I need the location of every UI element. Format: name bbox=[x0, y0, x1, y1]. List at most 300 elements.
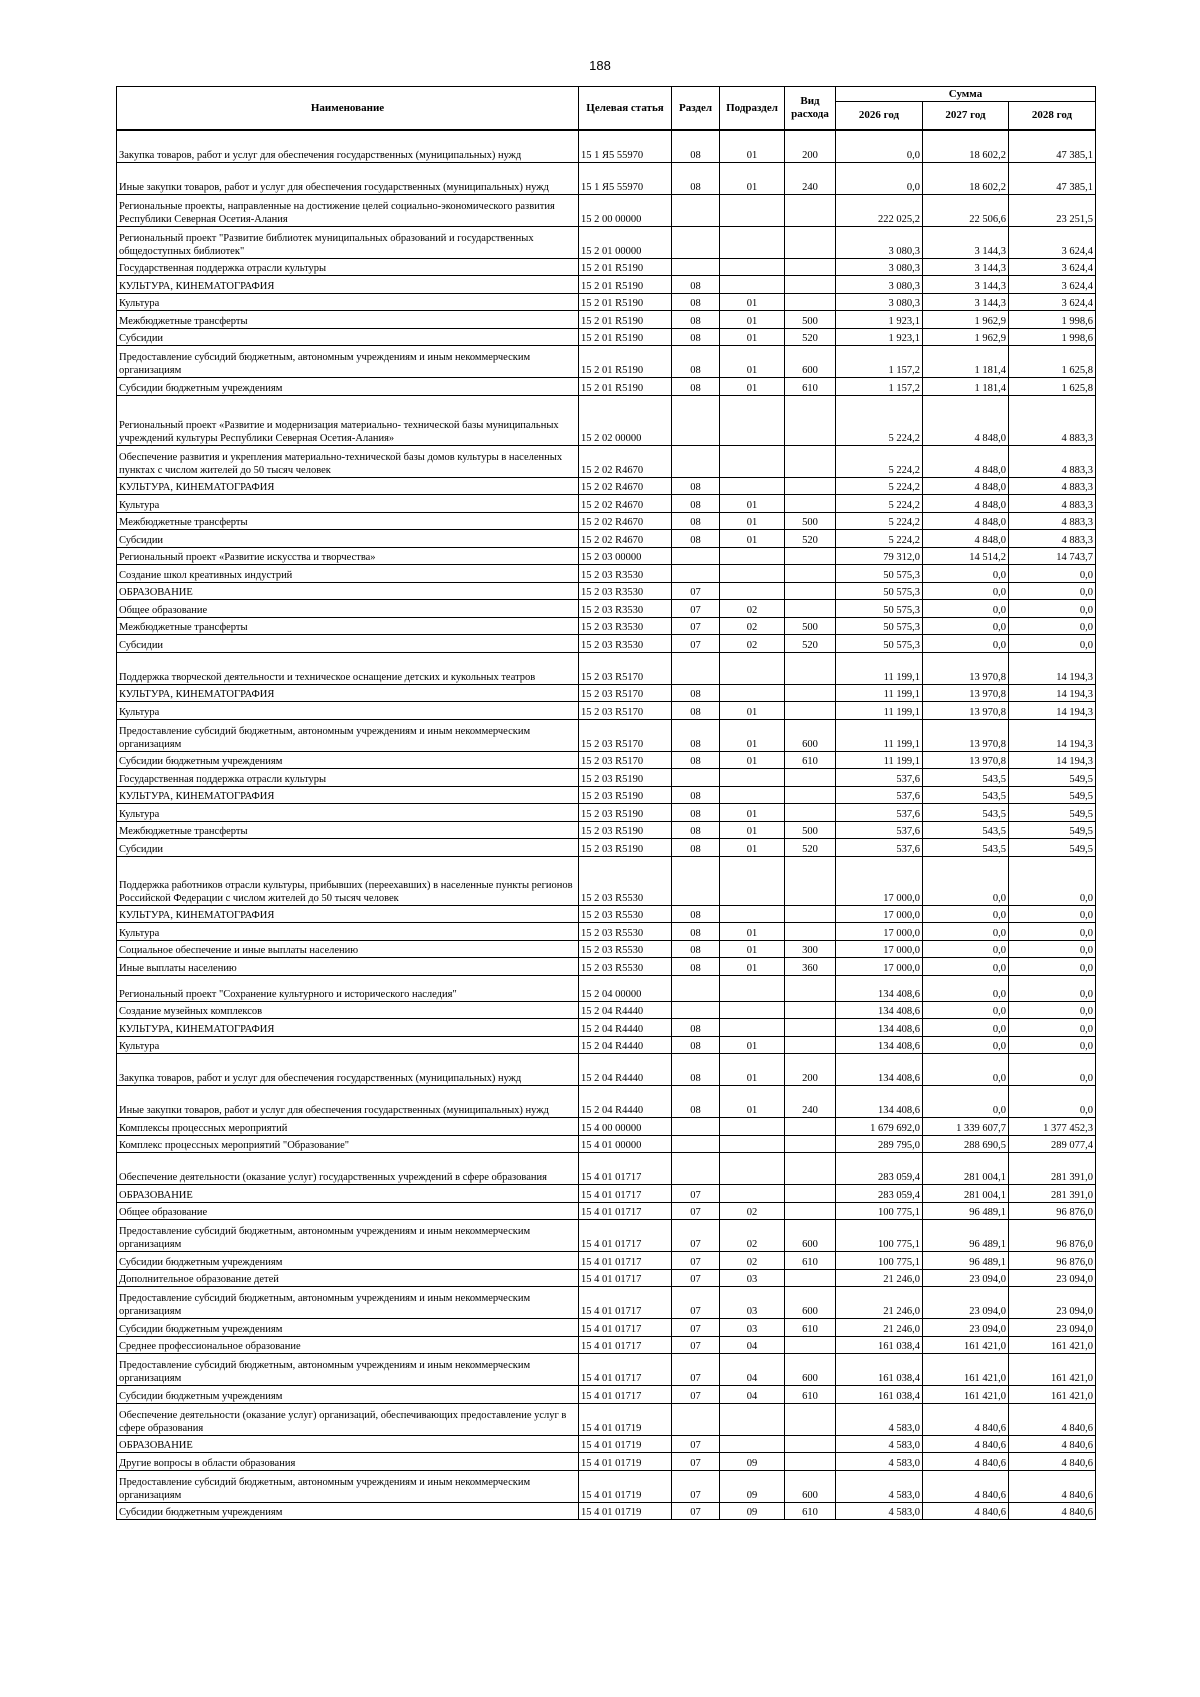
row-vid-rashoda bbox=[785, 1118, 836, 1136]
row-target-code: 15 2 01 R5190 bbox=[579, 328, 672, 346]
row-sum-2026: 4 583,0 bbox=[836, 1502, 923, 1520]
row-target-code: 15 2 03 00000 bbox=[579, 547, 672, 565]
row-sum-2026: 5 224,2 bbox=[836, 395, 923, 445]
table-row bbox=[117, 1185, 1096, 1203]
table-row bbox=[117, 162, 1096, 194]
row-target-code: 15 1 Я5 55970 bbox=[579, 162, 672, 194]
row-sum-2027: 23 094,0 bbox=[923, 1319, 1009, 1337]
row-podrazdel bbox=[720, 547, 785, 565]
row-sum-2027: 4 840,6 bbox=[923, 1403, 1009, 1435]
row-sum-2028: 1 625,8 bbox=[1009, 378, 1096, 396]
table-row bbox=[117, 856, 1096, 905]
row-razdel: 08 bbox=[672, 839, 720, 857]
row-target-code: 15 2 03 R5190 bbox=[579, 786, 672, 804]
row-sum-2028: 0,0 bbox=[1009, 923, 1096, 941]
row-target-code: 15 2 03 R5530 bbox=[579, 958, 672, 976]
row-podrazdel bbox=[720, 769, 785, 787]
row-name: Субсидии бюджетным учреждениям bbox=[117, 751, 579, 769]
row-sum-2026: 11 199,1 bbox=[836, 702, 923, 720]
row-vid-rashoda: 240 bbox=[785, 162, 836, 194]
row-sum-2027: 0,0 bbox=[923, 600, 1009, 618]
table-row bbox=[117, 194, 1096, 226]
row-podrazdel: 02 bbox=[720, 1252, 785, 1270]
row-name: Дополнительное образование детей bbox=[117, 1269, 579, 1287]
row-sum-2026: 17 000,0 bbox=[836, 923, 923, 941]
row-sum-2026: 11 199,1 bbox=[836, 652, 923, 684]
row-sum-2027: 281 004,1 bbox=[923, 1185, 1009, 1203]
row-vid-rashoda bbox=[785, 905, 836, 923]
row-sum-2027: 18 602,2 bbox=[923, 130, 1009, 162]
row-target-code: 15 2 03 R5530 bbox=[579, 856, 672, 905]
row-name: ОБРАЗОВАНИЕ bbox=[117, 1185, 579, 1203]
row-target-code: 15 2 03 R5170 bbox=[579, 751, 672, 769]
row-name: Общее образование bbox=[117, 600, 579, 618]
row-vid-rashoda: 520 bbox=[785, 530, 836, 548]
row-vid-rashoda bbox=[785, 1453, 836, 1471]
row-razdel bbox=[672, 652, 720, 684]
table-row bbox=[117, 512, 1096, 530]
row-sum-2027: 4 848,0 bbox=[923, 530, 1009, 548]
row-name: Предоставление субсидий бюджетным, автономным учреждениям и иным некоммерческим организациям bbox=[117, 719, 579, 751]
row-name: Создание музейных комплексов bbox=[117, 1001, 579, 1019]
row-sum-2027: 0,0 bbox=[923, 565, 1009, 583]
budget-table bbox=[116, 86, 1096, 1520]
row-vid-rashoda bbox=[785, 1269, 836, 1287]
row-target-code: 15 4 01 01717 bbox=[579, 1202, 672, 1220]
row-podrazdel: 01 bbox=[720, 346, 785, 378]
row-sum-2028: 4 840,6 bbox=[1009, 1453, 1096, 1471]
table-row bbox=[117, 821, 1096, 839]
row-target-code: 15 2 03 R5170 bbox=[579, 719, 672, 751]
row-name: Среднее профессиональное образование bbox=[117, 1336, 579, 1354]
row-target-code: 15 4 01 00000 bbox=[579, 1135, 672, 1153]
row-sum-2026: 100 775,1 bbox=[836, 1202, 923, 1220]
row-vid-rashoda: 360 bbox=[785, 958, 836, 976]
row-sum-2027: 23 094,0 bbox=[923, 1269, 1009, 1287]
page-number: 188 bbox=[589, 58, 611, 73]
row-name: КУЛЬТУРА, КИНЕМАТОГРАФИЯ bbox=[117, 786, 579, 804]
row-sum-2028: 96 876,0 bbox=[1009, 1202, 1096, 1220]
row-sum-2026: 17 000,0 bbox=[836, 940, 923, 958]
row-vid-rashoda bbox=[785, 1336, 836, 1354]
row-sum-2027: 0,0 bbox=[923, 940, 1009, 958]
table-body bbox=[117, 130, 1096, 1520]
row-name: Обеспечение деятельности (оказание услуг) организаций, обеспечивающих предоставление услуг в сфере образования bbox=[117, 1403, 579, 1435]
row-name: Государственная поддержка отрасли культуры bbox=[117, 769, 579, 787]
row-sum-2028: 0,0 bbox=[1009, 856, 1096, 905]
row-razdel: 07 bbox=[672, 1287, 720, 1319]
table-row bbox=[117, 1220, 1096, 1252]
row-podrazdel: 09 bbox=[720, 1502, 785, 1520]
row-razdel bbox=[672, 565, 720, 583]
row-sum-2027: 13 970,8 bbox=[923, 702, 1009, 720]
row-sum-2026: 537,6 bbox=[836, 821, 923, 839]
row-vid-rashoda bbox=[785, 923, 836, 941]
row-sum-2026: 134 408,6 bbox=[836, 1054, 923, 1086]
row-razdel: 08 bbox=[672, 702, 720, 720]
row-sum-2028: 14 743,7 bbox=[1009, 547, 1096, 565]
row-podrazdel: 01 bbox=[720, 495, 785, 513]
header-podrazdel: Подраздел bbox=[720, 87, 785, 131]
row-target-code: 15 2 04 R4440 bbox=[579, 1036, 672, 1054]
row-vid-rashoda bbox=[785, 1001, 836, 1019]
row-razdel: 07 bbox=[672, 582, 720, 600]
row-sum-2026: 283 059,4 bbox=[836, 1153, 923, 1185]
row-podrazdel bbox=[720, 565, 785, 583]
table-row bbox=[117, 769, 1096, 787]
header-year-2026: 2026 год bbox=[836, 102, 923, 131]
row-target-code: 15 4 01 01717 bbox=[579, 1153, 672, 1185]
row-target-code: 15 2 03 R5530 bbox=[579, 923, 672, 941]
row-sum-2026: 1 157,2 bbox=[836, 378, 923, 396]
row-name: Субсидии бюджетным учреждениям bbox=[117, 1502, 579, 1520]
table-row bbox=[117, 1470, 1096, 1502]
row-sum-2027: 161 421,0 bbox=[923, 1336, 1009, 1354]
row-razdel: 07 bbox=[672, 1453, 720, 1471]
row-vid-rashoda: 500 bbox=[785, 821, 836, 839]
row-sum-2026: 537,6 bbox=[836, 786, 923, 804]
row-podrazdel: 01 bbox=[720, 821, 785, 839]
row-name: Субсидии бюджетным учреждениям bbox=[117, 1319, 579, 1337]
row-podrazdel: 03 bbox=[720, 1269, 785, 1287]
row-sum-2028: 161 421,0 bbox=[1009, 1336, 1096, 1354]
row-vid-rashoda bbox=[785, 600, 836, 618]
row-razdel: 07 bbox=[672, 1336, 720, 1354]
row-sum-2028: 549,5 bbox=[1009, 804, 1096, 822]
row-target-code: 15 2 04 00000 bbox=[579, 975, 672, 1001]
row-name: Поддержка работников отрасли культуры, прибывших (переехавших) в населенные пункты регионов Российской Федерации с числом жителей до 50 тысяч человек bbox=[117, 856, 579, 905]
row-sum-2027: 18 602,2 bbox=[923, 162, 1009, 194]
row-target-code: 15 4 01 01717 bbox=[579, 1252, 672, 1270]
row-vid-rashoda bbox=[785, 276, 836, 294]
row-podrazdel: 01 bbox=[720, 1086, 785, 1118]
header-code: Целевая статья bbox=[579, 87, 672, 131]
row-name: Культура bbox=[117, 495, 579, 513]
row-razdel bbox=[672, 1135, 720, 1153]
table-row bbox=[117, 1202, 1096, 1220]
row-sum-2028: 549,5 bbox=[1009, 786, 1096, 804]
row-vid-rashoda bbox=[785, 495, 836, 513]
row-sum-2028: 23 094,0 bbox=[1009, 1269, 1096, 1287]
row-sum-2028: 281 391,0 bbox=[1009, 1185, 1096, 1203]
row-sum-2026: 4 583,0 bbox=[836, 1435, 923, 1453]
row-sum-2027: 543,5 bbox=[923, 821, 1009, 839]
table-row bbox=[117, 600, 1096, 618]
table-row bbox=[117, 378, 1096, 396]
row-sum-2026: 222 025,2 bbox=[836, 194, 923, 226]
row-name: ОБРАЗОВАНИЕ bbox=[117, 1435, 579, 1453]
row-podrazdel bbox=[720, 652, 785, 684]
row-sum-2026: 11 199,1 bbox=[836, 684, 923, 702]
row-vid-rashoda: 600 bbox=[785, 346, 836, 378]
row-sum-2026: 161 038,4 bbox=[836, 1354, 923, 1386]
row-razdel: 07 bbox=[672, 617, 720, 635]
row-sum-2028: 0,0 bbox=[1009, 1019, 1096, 1037]
row-razdel: 08 bbox=[672, 328, 720, 346]
row-name: Комплексы процессных мероприятий bbox=[117, 1118, 579, 1136]
row-sum-2028: 0,0 bbox=[1009, 905, 1096, 923]
row-vid-rashoda bbox=[785, 1036, 836, 1054]
row-sum-2027: 161 421,0 bbox=[923, 1386, 1009, 1404]
row-sum-2028: 14 194,3 bbox=[1009, 719, 1096, 751]
row-target-code: 15 2 01 00000 bbox=[579, 226, 672, 258]
row-name: Межбюджетные трансферты bbox=[117, 512, 579, 530]
row-sum-2027: 0,0 bbox=[923, 975, 1009, 1001]
row-vid-rashoda bbox=[785, 477, 836, 495]
table-row bbox=[117, 839, 1096, 857]
row-sum-2026: 50 575,3 bbox=[836, 582, 923, 600]
row-sum-2027: 3 144,3 bbox=[923, 276, 1009, 294]
row-name: Обеспечение деятельности (оказание услуг) государственных учреждений в сфере образования bbox=[117, 1153, 579, 1185]
row-sum-2027: 0,0 bbox=[923, 1086, 1009, 1118]
row-vid-rashoda bbox=[785, 786, 836, 804]
table-row bbox=[117, 293, 1096, 311]
table-row bbox=[117, 445, 1096, 477]
row-target-code: 15 2 03 R5530 bbox=[579, 940, 672, 958]
row-sum-2028: 3 624,4 bbox=[1009, 276, 1096, 294]
row-razdel: 08 bbox=[672, 786, 720, 804]
table-row bbox=[117, 276, 1096, 294]
row-name: Субсидии bbox=[117, 635, 579, 653]
row-vid-rashoda bbox=[785, 226, 836, 258]
row-vid-rashoda: 300 bbox=[785, 940, 836, 958]
row-sum-2028: 161 421,0 bbox=[1009, 1386, 1096, 1404]
row-sum-2027: 4 848,0 bbox=[923, 445, 1009, 477]
row-target-code: 15 4 01 01717 bbox=[579, 1269, 672, 1287]
row-podrazdel: 02 bbox=[720, 617, 785, 635]
row-vid-rashoda bbox=[785, 975, 836, 1001]
row-sum-2027: 4 840,6 bbox=[923, 1502, 1009, 1520]
row-sum-2027: 13 970,8 bbox=[923, 652, 1009, 684]
table-row bbox=[117, 328, 1096, 346]
table-row bbox=[117, 617, 1096, 635]
row-razdel: 07 bbox=[672, 1252, 720, 1270]
row-vid-rashoda: 600 bbox=[785, 1470, 836, 1502]
row-sum-2026: 1 157,2 bbox=[836, 346, 923, 378]
row-sum-2028: 3 624,4 bbox=[1009, 226, 1096, 258]
row-podrazdel bbox=[720, 1118, 785, 1136]
row-razdel: 07 bbox=[672, 1185, 720, 1203]
row-name: Иные закупки товаров, работ и услуг для обеспечения государственных (муниципальных) нужд bbox=[117, 162, 579, 194]
row-sum-2027: 4 840,6 bbox=[923, 1470, 1009, 1502]
row-vid-rashoda: 520 bbox=[785, 839, 836, 857]
row-target-code: 15 2 04 R4440 bbox=[579, 1001, 672, 1019]
row-sum-2026: 50 575,3 bbox=[836, 617, 923, 635]
row-sum-2028: 549,5 bbox=[1009, 769, 1096, 787]
row-sum-2028: 14 194,3 bbox=[1009, 684, 1096, 702]
row-sum-2028: 23 094,0 bbox=[1009, 1287, 1096, 1319]
row-vid-rashoda bbox=[785, 395, 836, 445]
row-razdel: 07 bbox=[672, 635, 720, 653]
table-row bbox=[117, 565, 1096, 583]
row-sum-2028: 3 624,4 bbox=[1009, 258, 1096, 276]
row-sum-2028: 3 624,4 bbox=[1009, 293, 1096, 311]
table-row bbox=[117, 1287, 1096, 1319]
row-podrazdel: 01 bbox=[720, 293, 785, 311]
row-name: Культура bbox=[117, 1036, 579, 1054]
row-sum-2026: 17 000,0 bbox=[836, 905, 923, 923]
row-sum-2026: 1 923,1 bbox=[836, 311, 923, 329]
row-sum-2027: 4 848,0 bbox=[923, 395, 1009, 445]
row-name: Закупка товаров, работ и услуг для обеспечения государственных (муниципальных) нужд bbox=[117, 1054, 579, 1086]
row-target-code: 15 4 01 01719 bbox=[579, 1435, 672, 1453]
row-target-code: 15 2 02 R4670 bbox=[579, 530, 672, 548]
header-vid: Вид расхода bbox=[785, 87, 836, 131]
row-razdel: 08 bbox=[672, 276, 720, 294]
row-target-code: 15 2 02 00000 bbox=[579, 395, 672, 445]
row-podrazdel bbox=[720, 1135, 785, 1153]
row-podrazdel bbox=[720, 395, 785, 445]
row-name: Создание школ креативных индустрий bbox=[117, 565, 579, 583]
row-target-code: 15 2 02 R4670 bbox=[579, 512, 672, 530]
row-podrazdel bbox=[720, 194, 785, 226]
row-vid-rashoda bbox=[785, 194, 836, 226]
row-vid-rashoda bbox=[785, 702, 836, 720]
row-name: КУЛЬТУРА, КИНЕМАТОГРАФИЯ bbox=[117, 276, 579, 294]
row-sum-2028: 96 876,0 bbox=[1009, 1220, 1096, 1252]
row-name: Региональный проект «Развитие и модернизация материально- технической базы муниципальных учреждений культуры Республики Северная Осетия-Алания» bbox=[117, 395, 579, 445]
row-vid-rashoda: 200 bbox=[785, 130, 836, 162]
row-sum-2027: 543,5 bbox=[923, 804, 1009, 822]
row-podrazdel: 02 bbox=[720, 1220, 785, 1252]
row-vid-rashoda: 610 bbox=[785, 378, 836, 396]
row-sum-2028: 1 998,6 bbox=[1009, 328, 1096, 346]
row-sum-2026: 100 775,1 bbox=[836, 1220, 923, 1252]
row-target-code: 15 4 01 01719 bbox=[579, 1502, 672, 1520]
row-sum-2026: 537,6 bbox=[836, 769, 923, 787]
row-target-code: 15 2 03 R3530 bbox=[579, 565, 672, 583]
table-row bbox=[117, 1118, 1096, 1136]
row-name: КУЛЬТУРА, КИНЕМАТОГРАФИЯ bbox=[117, 905, 579, 923]
row-vid-rashoda bbox=[785, 856, 836, 905]
row-sum-2026: 4 583,0 bbox=[836, 1403, 923, 1435]
row-razdel: 07 bbox=[672, 1202, 720, 1220]
row-vid-rashoda bbox=[785, 293, 836, 311]
row-podrazdel: 04 bbox=[720, 1386, 785, 1404]
row-sum-2028: 0,0 bbox=[1009, 1001, 1096, 1019]
table-row bbox=[117, 940, 1096, 958]
row-sum-2027: 543,5 bbox=[923, 769, 1009, 787]
row-vid-rashoda bbox=[785, 565, 836, 583]
row-sum-2028: 549,5 bbox=[1009, 821, 1096, 839]
row-razdel bbox=[672, 1001, 720, 1019]
row-sum-2027: 0,0 bbox=[923, 635, 1009, 653]
row-razdel: 08 bbox=[672, 804, 720, 822]
row-vid-rashoda bbox=[785, 1403, 836, 1435]
row-razdel: 08 bbox=[672, 1086, 720, 1118]
row-target-code: 15 2 03 R3530 bbox=[579, 617, 672, 635]
row-razdel bbox=[672, 856, 720, 905]
row-sum-2028: 0,0 bbox=[1009, 617, 1096, 635]
row-target-code: 15 4 01 01719 bbox=[579, 1453, 672, 1471]
row-sum-2026: 5 224,2 bbox=[836, 445, 923, 477]
row-name: Предоставление субсидий бюджетным, автономным учреждениям и иным некоммерческим организациям bbox=[117, 1470, 579, 1502]
row-podrazdel: 02 bbox=[720, 1202, 785, 1220]
row-podrazdel bbox=[720, 477, 785, 495]
row-target-code: 15 4 01 01717 bbox=[579, 1220, 672, 1252]
row-name: Обеспечение развития и укрепления материально-технической базы домов культуры в населенных пунктах с числом жителей до 50 тысяч человек bbox=[117, 445, 579, 477]
row-razdel: 08 bbox=[672, 923, 720, 941]
row-vid-rashoda bbox=[785, 1019, 836, 1037]
row-razdel bbox=[672, 194, 720, 226]
table-row bbox=[117, 1435, 1096, 1453]
row-sum-2026: 537,6 bbox=[836, 804, 923, 822]
row-sum-2028: 161 421,0 bbox=[1009, 1354, 1096, 1386]
row-razdel bbox=[672, 258, 720, 276]
row-sum-2026: 4 583,0 bbox=[836, 1453, 923, 1471]
row-sum-2026: 21 246,0 bbox=[836, 1269, 923, 1287]
row-name: Комплекс процессных мероприятий "Образование" bbox=[117, 1135, 579, 1153]
table-row bbox=[117, 1502, 1096, 1520]
row-sum-2027: 4 840,6 bbox=[923, 1453, 1009, 1471]
row-razdel: 08 bbox=[672, 346, 720, 378]
table-row bbox=[117, 547, 1096, 565]
row-razdel: 08 bbox=[672, 378, 720, 396]
table-row bbox=[117, 1019, 1096, 1037]
row-sum-2027: 4 848,0 bbox=[923, 512, 1009, 530]
row-sum-2026: 537,6 bbox=[836, 839, 923, 857]
row-sum-2026: 0,0 bbox=[836, 130, 923, 162]
row-sum-2027: 3 144,3 bbox=[923, 226, 1009, 258]
table-row bbox=[117, 530, 1096, 548]
row-sum-2027: 4 848,0 bbox=[923, 495, 1009, 513]
row-vid-rashoda: 520 bbox=[785, 328, 836, 346]
row-razdel: 07 bbox=[672, 1220, 720, 1252]
row-target-code: 15 2 01 R5190 bbox=[579, 346, 672, 378]
row-target-code: 15 2 03 R5170 bbox=[579, 652, 672, 684]
row-sum-2026: 3 080,3 bbox=[836, 226, 923, 258]
row-razdel: 08 bbox=[672, 905, 720, 923]
row-name: Культура bbox=[117, 923, 579, 941]
row-vid-rashoda: 500 bbox=[785, 311, 836, 329]
table-row bbox=[117, 130, 1096, 162]
row-sum-2026: 0,0 bbox=[836, 162, 923, 194]
table-row bbox=[117, 1153, 1096, 1185]
row-target-code: 15 2 01 R5190 bbox=[579, 378, 672, 396]
row-sum-2026: 11 199,1 bbox=[836, 719, 923, 751]
row-podrazdel: 01 bbox=[720, 702, 785, 720]
row-vid-rashoda: 500 bbox=[785, 617, 836, 635]
header-year-2028: 2028 год bbox=[1009, 102, 1096, 131]
row-target-code: 15 2 01 R5190 bbox=[579, 258, 672, 276]
row-podrazdel: 03 bbox=[720, 1319, 785, 1337]
table-row bbox=[117, 684, 1096, 702]
row-name: КУЛЬТУРА, КИНЕМАТОГРАФИЯ bbox=[117, 684, 579, 702]
row-sum-2027: 23 094,0 bbox=[923, 1287, 1009, 1319]
row-name: Региональный проект "Развитие библиотек муниципальных образований и государственных общедоступных библиотек" bbox=[117, 226, 579, 258]
row-sum-2028: 0,0 bbox=[1009, 958, 1096, 976]
row-sum-2027: 543,5 bbox=[923, 839, 1009, 857]
row-podrazdel: 01 bbox=[720, 751, 785, 769]
table-row bbox=[117, 652, 1096, 684]
row-sum-2028: 0,0 bbox=[1009, 600, 1096, 618]
row-target-code: 15 2 03 R3530 bbox=[579, 582, 672, 600]
row-sum-2026: 1 679 692,0 bbox=[836, 1118, 923, 1136]
row-podrazdel: 01 bbox=[720, 958, 785, 976]
row-vid-rashoda bbox=[785, 684, 836, 702]
row-vid-rashoda bbox=[785, 445, 836, 477]
header-summa: Сумма bbox=[836, 87, 1096, 102]
row-name: ОБРАЗОВАНИЕ bbox=[117, 582, 579, 600]
row-target-code: 15 4 01 01717 bbox=[579, 1336, 672, 1354]
row-sum-2028: 0,0 bbox=[1009, 940, 1096, 958]
table-row bbox=[117, 804, 1096, 822]
row-sum-2027: 0,0 bbox=[923, 923, 1009, 941]
row-sum-2028: 4 840,6 bbox=[1009, 1502, 1096, 1520]
row-sum-2026: 3 080,3 bbox=[836, 276, 923, 294]
row-name: Предоставление субсидий бюджетным, автономным учреждениям и иным некоммерческим организациям bbox=[117, 1354, 579, 1386]
row-razdel bbox=[672, 1118, 720, 1136]
